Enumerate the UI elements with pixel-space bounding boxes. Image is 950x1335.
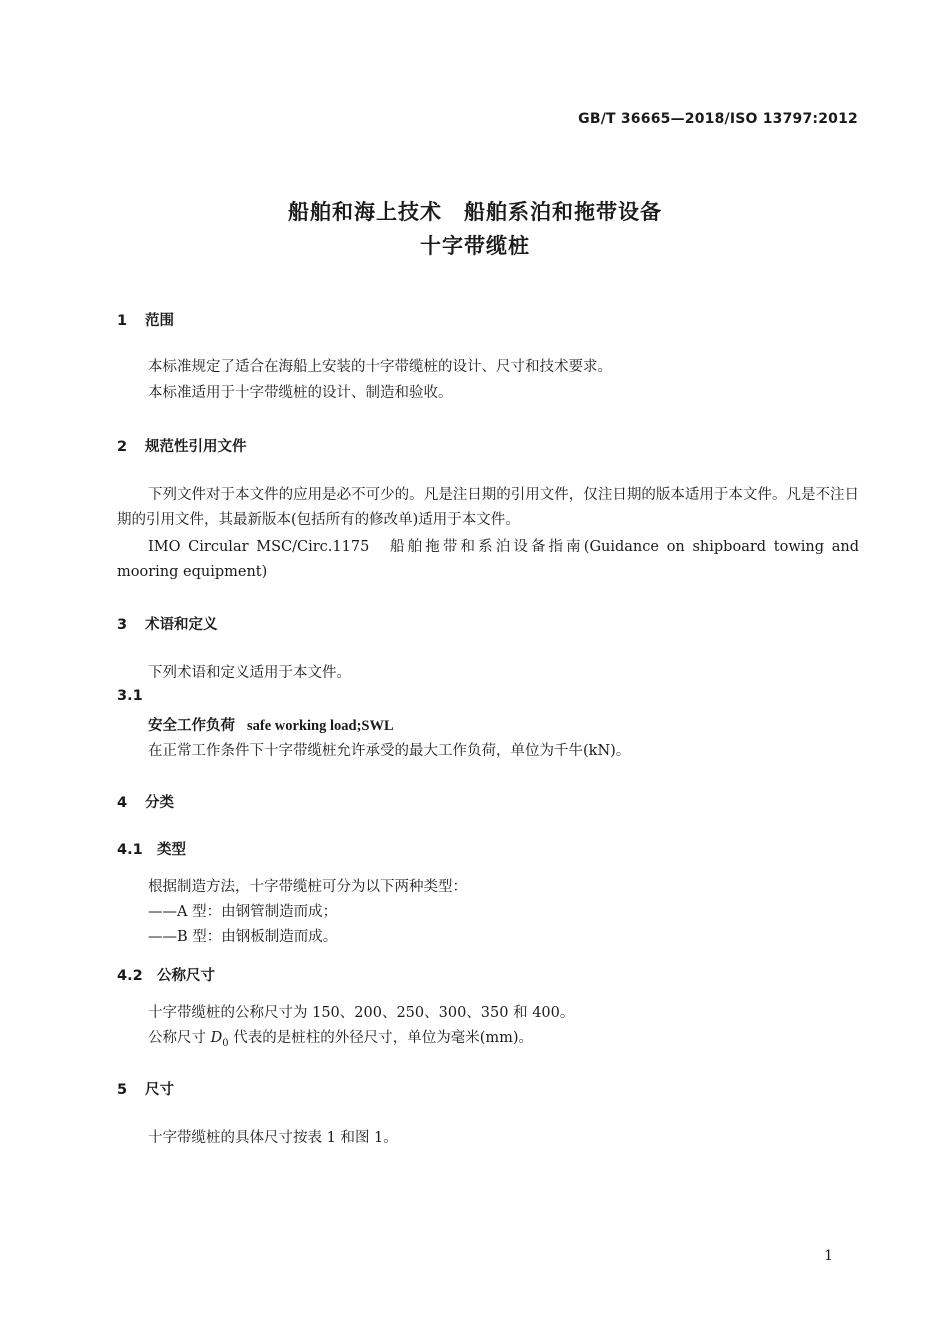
- subsection-3-1-number: 3.1: [117, 688, 143, 704]
- section-2-paragraph-2: IMO Circular MSC/Circ.1175 船舶拖带和系泊设备指南(Guidance on shipboard towing and mooring equipment): [117, 539, 859, 580]
- term-chinese: 安全工作负荷: [148, 717, 235, 734]
- text-run: 代表的是桩柱的外径尺寸，单位为毫米(mm)。: [228, 1030, 534, 1046]
- section-title: 术语和定义: [145, 617, 218, 633]
- section-5-paragraph: 十字带缆桩的具体尺寸按表 1 和图 1。: [148, 1130, 398, 1146]
- section-1-paragraph-1: 本标准规定了适合在海船上安装的十字带缆桩的设计、尺寸和技术要求。: [148, 359, 612, 375]
- term-english: safe working load;SWL: [247, 718, 394, 734]
- variable-d: D: [210, 1030, 223, 1046]
- section-title: 尺寸: [145, 1082, 174, 1098]
- section-3-heading: [117, 613, 218, 634]
- section-5-heading: [117, 1078, 174, 1099]
- subsection-4-2-paragraph-2: [148, 1026, 533, 1056]
- document-title-line2: 十字带缆桩: [420, 234, 530, 258]
- section-number: 4: [117, 795, 128, 811]
- section-number: 5: [117, 1082, 128, 1098]
- section-2-heading: [117, 435, 247, 456]
- subsection-title: 公称尺寸: [157, 968, 215, 984]
- page-number: 1: [824, 1248, 833, 1264]
- subsection-number: 4.2: [117, 968, 143, 984]
- standard-code: GB/T 36665—2018/ISO 13797:2012: [578, 111, 858, 127]
- subsection-title: 类型: [157, 842, 186, 858]
- subsection-4-1-paragraph: 根据制造方法，十字带缆桩可分为以下两种类型：: [148, 879, 467, 895]
- document-title-line1: 船舶和海上技术 船舶系泊和拖带设备: [288, 200, 662, 224]
- section-number: 2: [117, 439, 128, 455]
- subsection-number: 4.1: [117, 842, 143, 858]
- section-2-paragraph-1: 下列文件对于本文件的应用是必不可少的。凡是注日期的引用文件，仅注日期的版本适用于本文件。凡是不注日期的引用文件，其最新版本(包括所有的修改单)适用于本文件。: [117, 487, 859, 528]
- subsection-4-1-heading: [117, 838, 186, 859]
- section-title: 范围: [145, 313, 174, 329]
- list-item-type-b: ——B 型：由钢板制造而成。: [148, 929, 338, 945]
- section-4-heading: [117, 791, 174, 812]
- section-title: 分类: [145, 795, 174, 811]
- section-1-paragraph-2: 本标准适用于十字带缆桩的设计、制造和验收。: [148, 385, 453, 401]
- section-3-paragraph-1: 下列术语和定义适用于本文件。: [148, 665, 351, 681]
- list-item-type-a: ——A 型：由钢管制造而成；: [148, 904, 338, 920]
- text-run: 公称尺寸: [148, 1030, 211, 1046]
- subsection-4-2-paragraph-1: 十字带缆桩的公称尺寸为 150、200、250、300、350 和 400。: [148, 1005, 575, 1021]
- section-number: 3: [117, 617, 128, 633]
- term-definition: 在正常工作条件下十字带缆桩允许承受的最大工作负荷，单位为千牛(kN)。: [148, 743, 631, 759]
- variable-subscript: 0: [222, 1037, 229, 1049]
- section-number: 1: [117, 313, 128, 329]
- section-title: 规范性引用文件: [145, 439, 247, 455]
- term-entry: [148, 714, 394, 735]
- section-1-heading: [117, 309, 174, 330]
- subsection-4-2-heading: [117, 964, 215, 985]
